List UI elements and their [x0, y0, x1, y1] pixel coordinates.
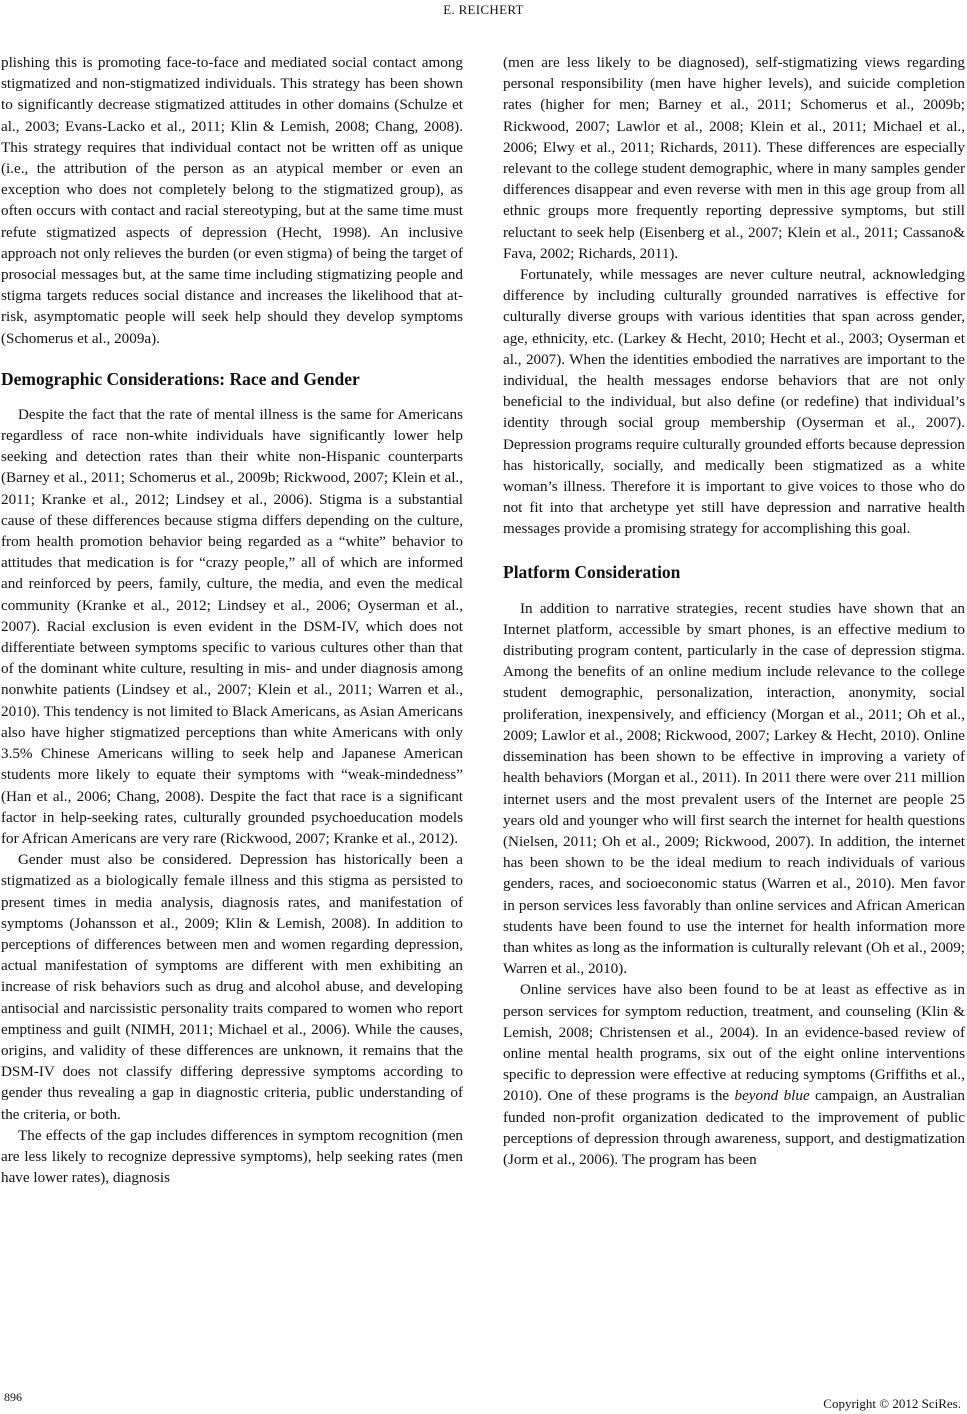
paragraph: (men are less likely to be diagnosed), self-stigmatizing views regarding personal responsibility (men have higher levels), and suicide completion rates (higher for men; Barney et al., 2011; Schomerus et al., 2009b; Rickwood, 2007; Lawlor et al., 2008; Klein et al., 2011; Michael et al., 2006; Elwy et al., 2011; Richards, 2011). These differences are especially relevant to the college student demographic, where in many samples gender differences disappear and even reverse with men in this age group from all ethnic groups more frequently reporting depressive symptoms, but still reluctant to seek help (Eisenberg et al., 2007; Klein et al., 2011; Cassano& Fava, 2002; Richards, 2011). — [503, 54, 965, 262]
right-column — [503, 52, 965, 1170]
section-heading: Platform Consideration — [503, 561, 681, 582]
paragraph-text: Online services have also been found to be at least as effective as in person services for symptom reduction, treatment, and counseling (Klin & Lemish, 2008; Christensen et al., 2004). In an evidence-based review of online mental health programs, six out of the eight online interventions specific to depression were effective at reducing symptoms (Griffiths et al., 2010). One of these programs is the — [503, 981, 965, 1105]
paragraph: plishing this is promoting face-to-face and mediated social contact among stigmatized and non-stigmatized individuals. This strategy has been shown to significantly decrease stigmatized attitudes in other domains (Schulze et al., 2003; Evans-Lacko et al., 2011; Klin & Lemish, 2008; Chang, 2008). This strategy requires that individual contact not be written off as unique (i.e., the attribution of the person as an atypical member or even an exception who does not completely belong to the stigmatized group), as often occurs with contact and racial stereotyping, but at the same time must refute stigmatized aspects of depression (Hecht, 1998). An inclusive approach not only relieves the burden (or even stigma) of being the target of prosocial messages but, at the same time including stigmatizing people and stigma targets reduces social distance and increases the likelihood that at-risk, asymptomatic people will seek help should they develop symptoms (Schomerus et al., 2009a). — [1, 54, 463, 347]
paragraph — [503, 979, 965, 1170]
campaign-name: beyond blue — [734, 1087, 810, 1105]
paragraph: In addition to narrative strategies, recent studies have shown that an Internet platform, accessible by smart phones, is an effective medium to distributing program content, particularly in the case of depression stigma. Among the benefits of an online medium include relevance to the college student demographic, personalization, interaction, anonymity, social proliferation, inexpensively, and efficiency (Morgan et al., 2011; Oh et al., 2009; Lawlor et al., 2008; Rickwood, 2007; Larkey & Hecht, 2010). Online dissemination has been shown to be effective in improving a variety of health behaviors (Morgan et al., 2011). In 2011 there were over 211 million internet users and the most prevalent users of the Internet are people 25 years old and younger who will first search the internet for health questions (Nielsen, 2011; Oh et al., 2009; Rickwood, 2007). In addition, the internet has been shown to be the ideal medium to reach individuals of various genders, races, and socioeconomic status (Warren et al., 2010). Men favor in person services less favorably than online services and African American students have been found to use the internet for health information more than whites as long as the information is culturally relevant (Oh et al., 2009; Warren et al., 2010). — [503, 599, 965, 978]
left-column — [1, 52, 463, 1188]
running-head: E. REICHERT — [443, 2, 524, 17]
paragraph: Gender must also be considered. Depression has historically been a stigmatized as a biologically female illness and this stigma as persisted to present times in media analysis, diagnosis rates, and manifestation of symptoms (Johansson et al., 2009; Klin & Lemish, 2008). In addition to perceptions of differences between men and women regarding depression, actual manifestation of symptoms are different with men exhibiting an increase of risk behaviors such as drug and alcohol abuse, and developing antisocial and narcissistic personality traits compared to women who report emptiness and guilt (NIMH, 2011; Michael et al., 2006). While the causes, origins, and validity of these differences are unknown, it remains that the DSM-IV does not classify differing depressive symptoms according to gender thus revealing a gap in diagnostic criteria, public understanding of the criteria, or both. — [1, 851, 463, 1123]
page-number: 896 — [4, 1390, 22, 1404]
paragraph-text: campaign, an Australian funded non-profit organization dedicated to the improvement of public perceptions of depression through awareness, support, and destigmatization (Jorm et al., 2006). The program has been — [503, 1087, 965, 1168]
paragraph: Fortunately, while messages are never culture neutral, acknowledging difference by including culturally grounded narratives is effective for culturally diverse groups with various identities that span across gender, age, ethnicity, etc. (Larkey & Hecht, 2010; Hecht et al., 2003; Oyserman et al., 2007). When the identities embodied the narratives are important to the individual, the health messages endorse behaviors that are not only beneficial to the individual, but also define (or redefine) that individual’s identity through social group membership (Oyserman et al., 2007). Depression programs require culturally grounded efforts because depression has historically, socially, and medically been stigmatized as a white woman’s illness. Therefore it is important to give voices to those who do not fit into that archetype yet still have depression and narrative health messages provide a promising strategy for accomplishing this goal. — [503, 266, 965, 538]
paragraph: Despite the fact that the rate of mental illness is the same for Americans regardless of race non-white individuals have significantly lower help seeking and detection rates than their white non-Hispanic counterparts (Barney et al., 2011; Schomerus et al., 2009b; Rickwood, 2007; Klein et al., 2011; Kranke et al., 2012; Lindsey et al., 2006). Stigma is a substantial cause of these differences because stigma differs depending on the culture, from health promotion behavior being regarded as a “white” behavior to attitudes that medication is for “crazy people,” all of which are informed and reinforced by peers, family, culture, the media, and even the medical community (Kranke et al., 2012; Lindsey et al., 2006; Oyserman et al., 2007). Racial exclusion is even evident in the DSM-IV, which does not differentiate between symptoms specific to various cultures other than that of the dominant white culture, resulting in mis- and under diagnosis among nonwhite patients (Lindsey et al., 2007; Klein et al., 2011; Warren et al., 2010). This tendency is not limited to Black Americans, as Asian Americans also have higher stigmatized perceptions than white Americans with only 3.5% Chinese Americans willing to seek help and Japanese American students more likely to equate their symptoms with “weak-mindedness” (Han et al., 2006; Chang, 2008). Despite the fact that race is a significant factor in help-seeking rates, culturally grounded psychoeducation models for African Americans are very rare (Rickwood, 2007; Kranke et al., 2012). — [1, 405, 463, 847]
copyright-notice: Copyright © 2012 SciRes. — [823, 1396, 961, 1411]
section-heading: Demographic Considerations: Race and Gender — [1, 368, 360, 389]
paragraph: The effects of the gap includes differences in symptom recognition (men are less likely to recognize depressive symptoms), help seeking rates (men have lower rates), diagnosis — [1, 1126, 463, 1187]
